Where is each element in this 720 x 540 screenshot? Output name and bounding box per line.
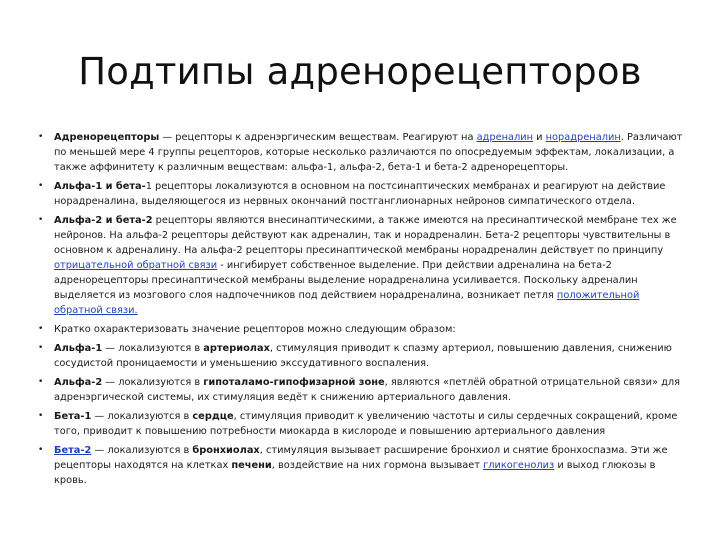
bold-term: сердце	[192, 411, 234, 422]
slide-title: Подтипы адренорецепторов	[78, 50, 642, 93]
bullet-text: рецепторы являются внесинаптическими, а также имеются на пресинаптической мембране тех же нейронов. На альфа-2 рецепторы действуют как адреналин, так и норадреналин. Бета-2 рецепторы чувствительны в основном к адреналину. На альфа-2 рецепторы пресинаптической мембраны норадреналин действует по принципу	[54, 215, 677, 256]
bold-term: печени	[231, 460, 272, 471]
bold-term: Бета-1	[54, 411, 92, 422]
bullet-text: . Различают по меньшей мере 4 группы рецепторов, которые несколько различаются по опосредуемым эффектам, локализации, а также аффинитету к различным веществам: альфа-1, альфа-2, бета-1 и бета-2 адренорецепторы.	[54, 132, 683, 173]
bold-term: гипоталамо-гипофизарной зоне	[203, 377, 385, 388]
bold-term: Альфа-2 и бета-2	[54, 215, 153, 226]
bold-term: Адренорецепторы	[54, 132, 160, 143]
inline-link[interactable]: гликогенолиз	[483, 460, 555, 471]
bullet-text: и выход глюкозы в кровь.	[54, 460, 656, 486]
bold-term: бронхиолах	[192, 445, 260, 456]
bullet-text: и	[533, 132, 546, 143]
bullet-item	[38, 409, 688, 439]
bullet-text: , стимуляция приводит к увеличению частоты и силы сердечных сокращений, кроме того, приводит к повышению потребности миокарда в кислороде и повышению артериального давления	[54, 411, 678, 437]
bullet-text: — локализуются в	[91, 411, 193, 422]
bullet-text: — локализуются в	[102, 377, 204, 388]
inline-link[interactable]: положительной обратной связи.	[54, 290, 640, 316]
bullet-item	[38, 322, 688, 337]
bullet-text: , воздействие на них гормона вызывает	[271, 460, 484, 471]
inline-link[interactable]: адреналин	[476, 132, 534, 143]
bullet-text: — локализуются в	[91, 445, 193, 456]
bold-term: Альфа-1	[54, 343, 103, 354]
bullet-item	[38, 443, 688, 488]
inline-link[interactable]: Бета-2	[54, 445, 92, 456]
bullet-item	[38, 213, 688, 318]
bullet-item	[38, 341, 688, 371]
bold-term: Альфа-1 и бета-	[54, 181, 146, 192]
bullet-text: , стимуляция вызывает расширение бронхиол и снятие бронхоспазма. Эти же рецепторы находятся на клетках	[54, 445, 668, 471]
bullet-item	[38, 130, 688, 175]
bold-term: Альфа-2	[54, 377, 103, 388]
bullet-text: — локализуются в	[102, 343, 204, 354]
bullet-text: - ингибирует собственное выделение. При действии адреналина на бета-2 адренорецепторы пресинаптической мембраны выделение норадреналина усиливается. Поскольку адреналин выделяется из мозгового слоя надпочечников под действием норадреналина, возникает петля	[54, 260, 638, 301]
inline-link[interactable]: норадреналин	[545, 132, 621, 143]
bullet-list	[38, 130, 688, 492]
bullet-text: Кратко охарактеризовать значение рецепторов можно следующим образом:	[54, 324, 456, 335]
bullet-text: 1 рецепторы локализуются в основном на постсинаптических мембранах и реагируют на действие норадреналина, выделяющегося из нервных окончаний постганглионарных нейронов симпатического отдела.	[54, 181, 666, 207]
inline-link[interactable]: отрицательной обратной связи	[54, 260, 218, 271]
bullet-text: — рецепторы к адренэргическим веществам. Реагируют на	[159, 132, 477, 143]
bullet-text: , стимуляция приводит к спазму артериол, повышению давления, снижению сосудистой проницаемости и уменьшению экссудативного воспаления.	[54, 343, 672, 369]
bullet-item	[38, 179, 688, 209]
bullet-text: , являются «петлёй обратной отрицательной связи» для адренэргической системы, их стимуляция ведёт к снижению артериального давления.	[54, 377, 681, 403]
bullet-item	[38, 375, 688, 405]
bold-term: артериолах	[203, 343, 270, 354]
